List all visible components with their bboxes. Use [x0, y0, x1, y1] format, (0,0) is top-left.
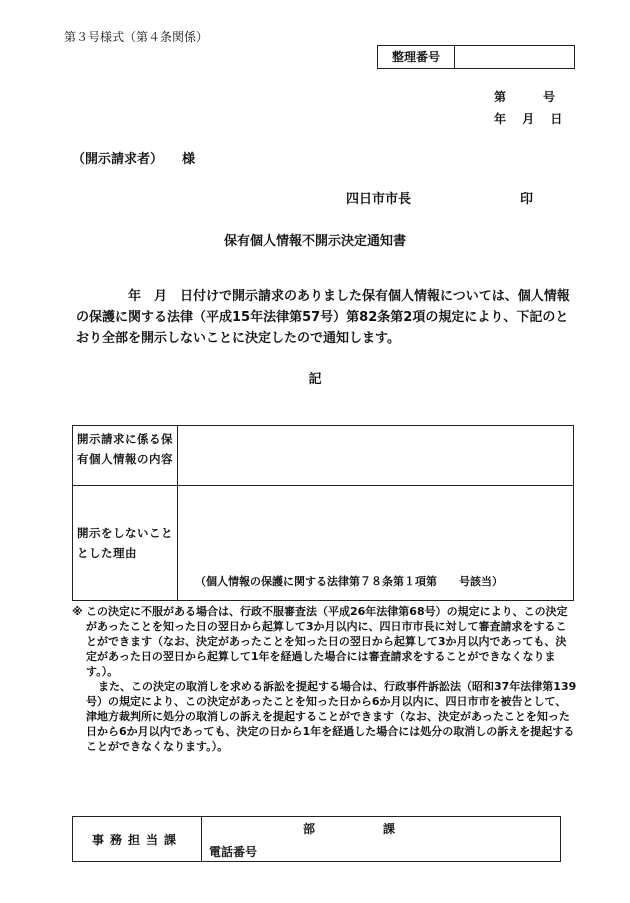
- date-year: 年: [494, 112, 507, 126]
- note-lawsuit: また、この決定の取消しを求める訴訟を提起する場合は、行政事件訴訟法（昭和37年法律第139号）の規定により、この決定があったことを知った日から6か月以内に、四日市市を被告として、津地方裁判所に処分の取消しの訴えを提起することができます（なお、決定があったことを知った日から6か月以内であっても、決定の日から1年を経過した場合には処分の取消しの訴えを提起することができなくなります。）。: [86, 680, 577, 753]
- requested-info-value[interactable]: [178, 426, 574, 486]
- reference-number-label: 整理番号: [378, 46, 455, 68]
- note-appeal: この決定に不服がある場合は、行政不服審査法（平成26年法律第68号）の規定により、この決定があったことを知った日の翌日から起算して3か月以内に、四日市市長に対して審査請求をすることができます（なお、決定があったことを知った日の翌日から起算して3か月以内であっても、決定があった日の翌日から起算して1年を経過した場合には審査請求をすることができなくなります。）。: [86, 605, 568, 678]
- recipient-label: （開示請求者）: [72, 152, 164, 167]
- office-phone-label: 電話番号: [209, 845, 258, 859]
- body-text: 年 月 日付けで開示請求のありました保有個人情報については、個人情報の保護に関する法律（平成15年法律第57号）第82条第2項の規定により、下記のとおり全部を開示しないことに決定したので通知します。: [76, 289, 570, 346]
- office-ka: 課: [383, 822, 396, 836]
- doc-number-dai: 第: [494, 90, 507, 104]
- decision-table: [72, 425, 574, 601]
- reference-number-value[interactable]: [455, 46, 574, 68]
- document-title: 保有個人情報不開示決定通知書: [223, 234, 406, 249]
- requested-info-label: 開示請求に係る保有個人情報の内容: [73, 426, 178, 486]
- issuer-seal: 印: [520, 192, 534, 207]
- office-details: [202, 817, 561, 862]
- office-department: [203, 818, 559, 837]
- office-table: [72, 816, 561, 862]
- office-bu: 部: [303, 822, 316, 836]
- note-mark: ※: [72, 605, 83, 618]
- body-paragraph: [76, 286, 571, 349]
- issue-date: [494, 110, 562, 127]
- office-label: 事務担当課: [73, 817, 202, 862]
- legal-basis: （個人情報の保護に関する法律第７８条第１項第 号該当）: [195, 575, 503, 588]
- recipient-honorific: 様: [182, 152, 196, 167]
- doc-number-gou: 号: [543, 90, 556, 104]
- issuer-name: 四日市市長: [346, 192, 412, 207]
- reference-number-box: [377, 45, 575, 69]
- date-day: 日: [550, 112, 563, 126]
- form-number: 第３号様式（第４条関係）: [64, 30, 209, 44]
- date-month: 月: [522, 112, 535, 126]
- notes-section: [72, 604, 577, 754]
- ki-heading: 記: [308, 372, 322, 387]
- non-disclosure-reason-label: 開示をしないこととした理由: [73, 486, 178, 601]
- non-disclosure-reason-value[interactable]: [178, 486, 574, 601]
